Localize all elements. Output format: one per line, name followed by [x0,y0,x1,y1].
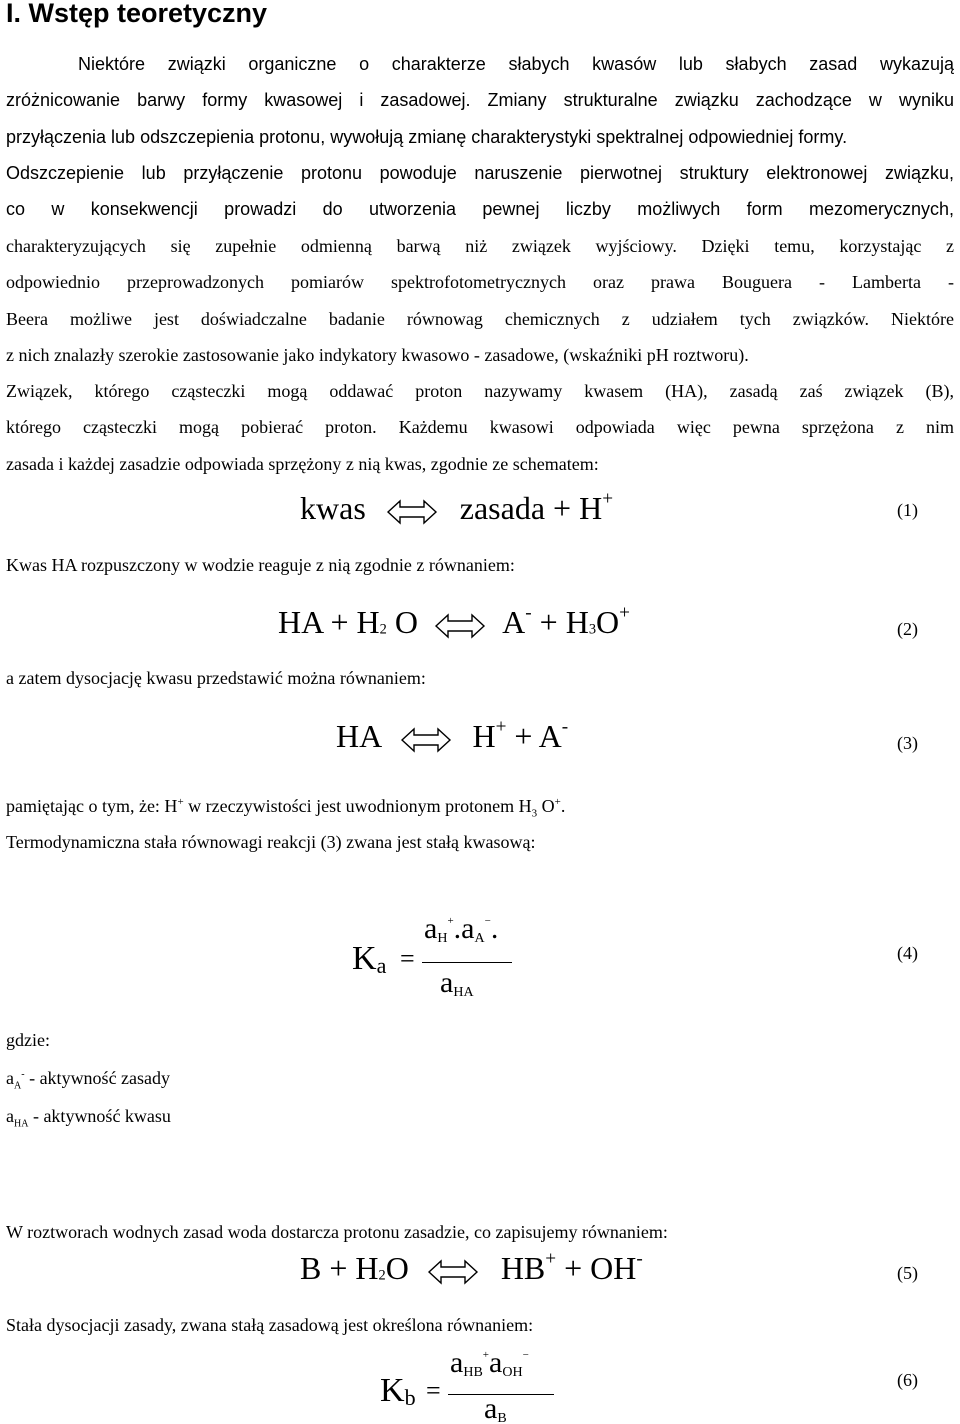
section-heading: I. Wstęp teoretyczny [6,0,268,28]
text-before-eq3: a zatem dysocjację kwasu przedstawić można równaniem: [6,668,426,688]
text-line: z nich znalazły szerokie zastosowanie jako indykatory kwasowo - zasadowe, (wskaźniki pH roztworu). [6,344,749,365]
subscript: A [14,1080,22,1092]
eq3-part: HA [336,718,381,754]
superscript: − [484,915,491,927]
eq2-sub: 2 [379,621,387,638]
equation-number: (2) [897,619,918,639]
equation-number: (3) [897,733,918,753]
text-run: a [424,912,438,945]
eq6-lhs [380,1372,416,1411]
subscript: H [437,931,448,946]
text-before-eq2: Kwas HA rozpuszczony w wodzie reaguje z nią zgodnie z równaniem: [6,555,515,575]
text-run: a [484,1392,498,1424]
text-run: a [6,1106,14,1126]
double-arrow-icon [400,727,452,753]
text-run: O [537,796,555,816]
eq2-part: O [596,604,620,640]
subscript: HA [14,1118,29,1130]
text-line: odpowiednio przeprowadzonych pomiarów spektrofotometrycznych oraz prawa Bouguera - Lamberta - [6,272,954,293]
text-line: zróżnicowanie barwy formy kwasowej i zasadowej. Zmiany strukturalne związku zachodzące w wyniku [6,90,954,111]
equation-2 [278,604,630,641]
eq5-part: B + H [300,1250,379,1286]
superscript: + [177,796,184,808]
equation-number: (1) [897,500,918,520]
eq3-part: + A [506,718,562,754]
text-run: . [560,796,566,816]
eq5-sup: + [545,1248,557,1270]
eq2-part: + H [531,604,589,640]
subscript: b [404,1385,416,1410]
definition-activity-base [6,1068,170,1092]
eq5-part: O [385,1250,409,1286]
body-paragraph [6,228,954,482]
text-line: Odszczepienie lub przyłączenie protonu powoduje naruszenie pierwotnej struktury elektronowej związku, [6,162,954,183]
text-run: a [450,1346,464,1379]
equation-5 [300,1250,643,1287]
text-run: K [352,940,377,977]
equation-number: (4) [897,943,918,963]
eq3-sup: - [561,716,569,738]
subscript: 3 [531,807,538,820]
eq5-sup: - [636,1248,643,1270]
subscript: HB [463,1365,483,1380]
superscript: - [21,1069,25,1080]
superscript: + [482,1349,489,1361]
eq6-numerator [450,1346,529,1380]
text-run: a [440,966,454,999]
superscript: − [522,1349,529,1361]
eq5-part: + OH [556,1250,637,1286]
eq1-right: zasada + H [459,490,603,526]
eq6-denominator [484,1392,507,1424]
superscript: + [554,796,561,808]
text-line: Niektóre związki organiczne o charakterze słabych kwasów lub słabych zasad wykazują [78,54,954,74]
text-line: charakteryzujących się zupełnie odmienną barwą niż związek wyjściowy. Dzięki temu, korzystając z [6,236,954,256]
text-line: przyłączenia lub odszczepienia protonu, wywołują zmianę charakterystyki spektralnej odpowiedniej formy. [6,126,848,147]
text-line: zasada i każdej zasadzie odpowiada sprzężony z nią kwas, zgodnie ze schematem: [6,453,599,474]
equation-number: (6) [897,1370,918,1390]
eq2-sub: 3 [588,621,597,638]
double-arrow-icon [386,499,438,525]
text-line: Beera możliwe jest doświadczalne badanie równowag chemicznych z udziałem tych związków. Niektóre [6,308,954,329]
text-run: - aktywność zasady [24,1068,171,1088]
eq2-part: HA + H [278,604,380,640]
double-arrow-icon [427,1259,479,1285]
subscript: a [376,953,387,978]
eq2-sup: - [525,602,532,624]
eq2-part: A [502,604,526,640]
eq2-sup: + [619,602,630,624]
eq2-part: O [394,604,418,640]
eq5-part: HB [500,1250,546,1286]
text-run: - aktywność kwasu [28,1106,171,1126]
subscript: HA [453,985,474,1000]
text-line: którego cząsteczki mogą pobierać proton. Każdemu kwasowi odpowiada więc pewna sprzężona z nim [6,417,954,438]
eq4-equals: = [400,944,415,973]
eq1-sup: + [602,488,614,510]
eq6-equals: = [426,1376,441,1405]
subscript: A [474,931,485,946]
text-run: a [6,1068,14,1088]
eq3-sup: + [495,716,507,738]
definition-activity-acid [6,1106,171,1130]
text-run: a [489,1346,503,1379]
eq3-part: H [472,718,496,754]
equation-1 [300,490,613,527]
eq4-denominator [440,966,474,1000]
where-label: gdzie: [6,1030,50,1050]
subscript: OH [502,1365,523,1380]
equation-3 [336,718,568,755]
double-arrow-icon [434,613,486,639]
intro-paragraph [6,46,954,227]
text-line: Związek, którego cząsteczki mogą oddawać proton nazywamy kwasem (HA), zasadą zaś związek (B), [6,381,954,402]
fraction-bar [422,962,512,963]
equation-number: (5) [897,1263,918,1283]
text-run: K [380,1372,405,1409]
superscript: + [447,915,454,927]
eq5-sub: 2 [378,1267,386,1284]
eq1-left: kwas [300,490,366,526]
base-intro-line: W roztworach wodnych zasad woda dostarcza protonu zasadzie, co zapisujemy równaniem: [6,1222,668,1242]
text-run: w rzeczywistości jest uwodnionym protonem H [183,796,532,816]
eq4-numerator [424,912,498,946]
subscript: B [497,1411,507,1424]
eq4-lhs [352,940,386,979]
thermo-line: Termodynamiczna stała równowagi reakcji (3) zwana jest stałą kwasową: [6,832,536,852]
text-line: co w konsekwencji prowadzi do utworzenia pewnej liczby możliwych form mezomerycznych, [6,199,954,220]
kb-intro-line: Stała dysocjacji zasady, zwana stałą zasadową jest określona równaniem: [6,1315,534,1335]
text-run: . [490,912,499,945]
remember-line [6,796,565,820]
text-run: .a [453,912,475,945]
text-run: pamiętając o tym, że: H [6,796,178,816]
